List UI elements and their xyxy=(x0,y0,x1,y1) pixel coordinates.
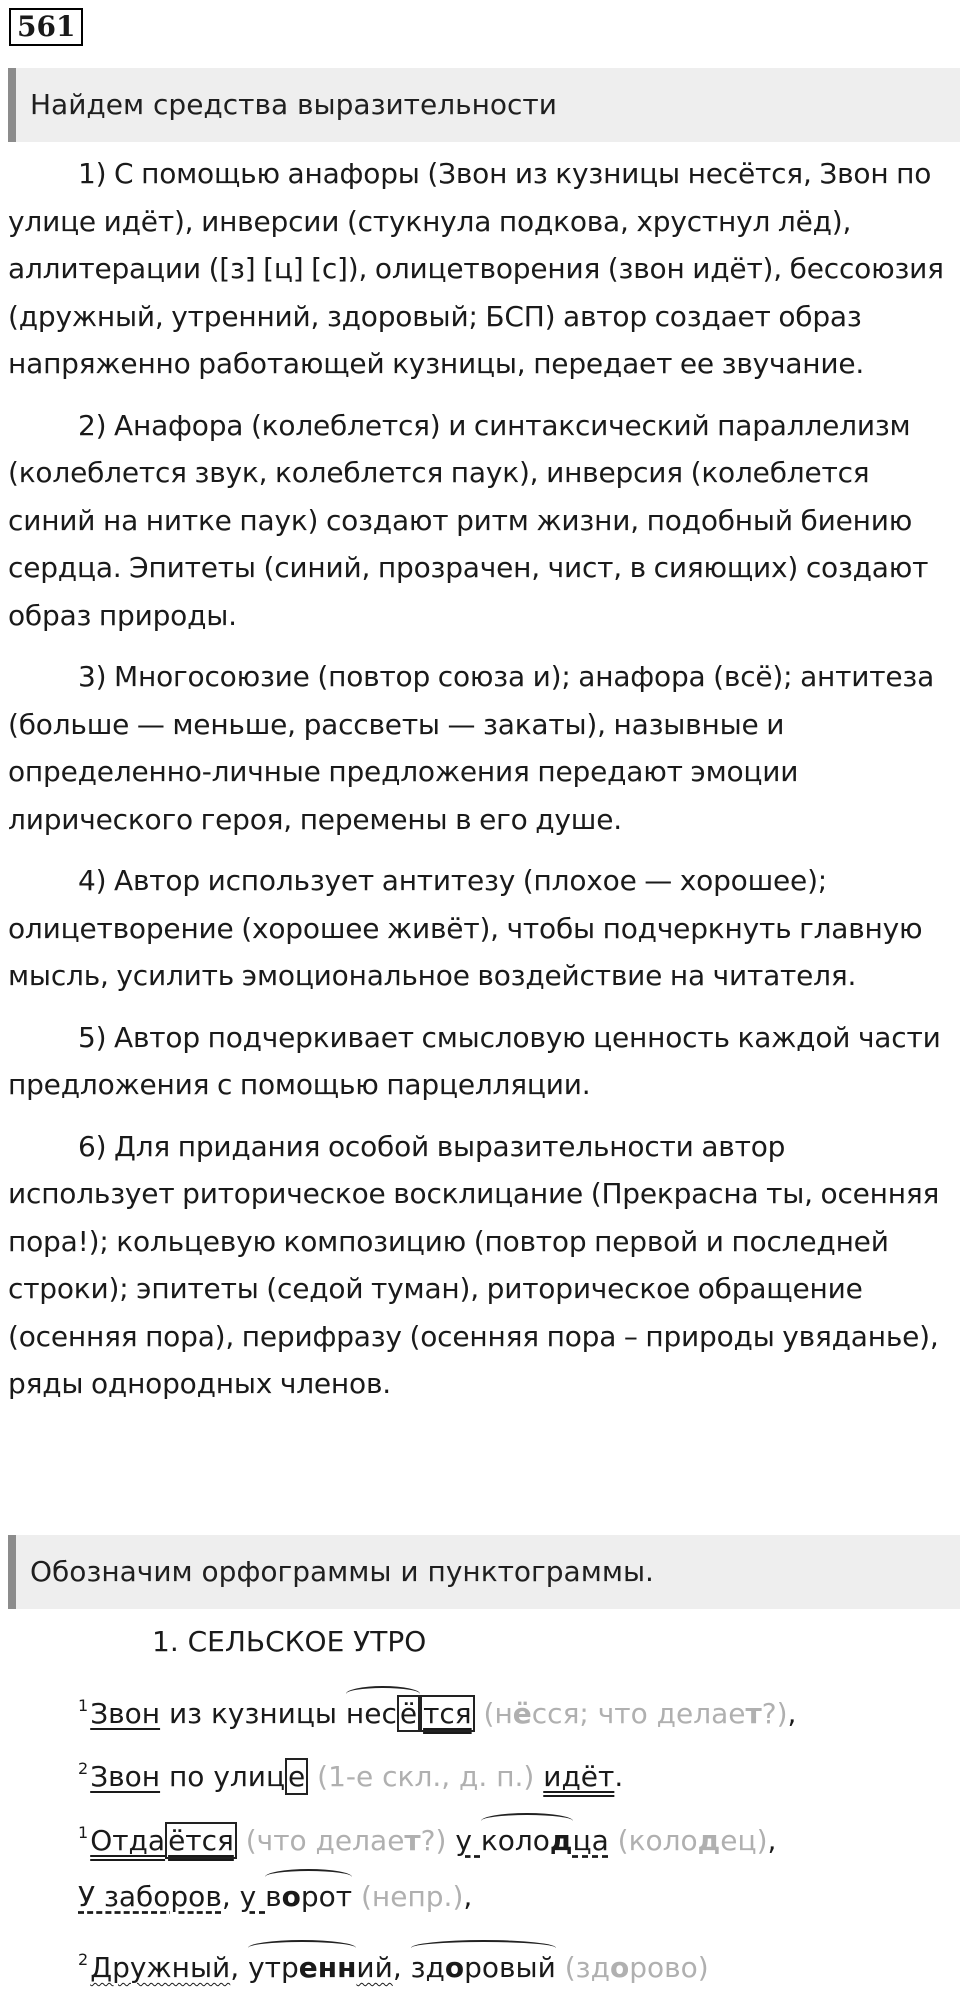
task-number: 561 xyxy=(9,8,83,46)
attribute-word: утренний xyxy=(248,1951,393,1984)
section-heading-expressive-means: Найдем средства выразительности xyxy=(8,68,960,142)
sentence-number: 2 xyxy=(78,1950,89,1969)
ending-box: тся xyxy=(420,1695,475,1732)
subject-word: Звон xyxy=(90,1697,161,1730)
punctuation: , xyxy=(392,1951,411,1984)
predicate-word xyxy=(346,1697,475,1730)
predicate-word: Отда ётся xyxy=(90,1822,237,1859)
paragraph-3: 3) Многосоюзие (повтор союза и); анафора (всё); антитеза (больше — меньше, рассветы — закаты), назывные и определенно-личные предложения передают эмоции лирического героя, перемены в его душе. xyxy=(8,660,935,836)
sentence-number: 1 xyxy=(78,1696,89,1715)
subject-word: Звон xyxy=(90,1760,161,1793)
root-mark: нес ё xyxy=(346,1694,420,1734)
punctuation: , xyxy=(221,1880,240,1913)
plain-text: по улиц xyxy=(160,1760,286,1793)
ending-box: ётся xyxy=(165,1822,237,1859)
section-heading-orthograms: Обозначим орфограммы и пунктограммы. xyxy=(8,1535,960,1609)
ending-box: е xyxy=(285,1758,308,1795)
punctuation: , xyxy=(767,1824,777,1857)
adverbial-phrase: У заборов xyxy=(78,1880,222,1913)
sentence-number: 2 xyxy=(78,1759,89,1778)
root-mark: утренн xyxy=(248,1948,356,1988)
paragraph-5: 5) Автор подчеркивает смысловую ценность каждой части предложения с помощью парцелляции. xyxy=(8,1020,941,1101)
attribute-word: Дружный xyxy=(90,1951,231,1984)
root-mark: колод xyxy=(481,1821,573,1861)
analysis-paragraphs xyxy=(8,150,953,1422)
poem-line-3 xyxy=(78,1813,776,1861)
attribute-word xyxy=(411,1951,556,1984)
paragraph-6: 6) Для придания особой выразительности автор использует риторическое восклицание (Прекрасна ты, осенняя пора!); кольцевую композицию (повтор первой и последней строки); эпитеты (седой туман), риторическое обращение (осенняя пора), перифразу (осенняя пора – природы увяданье), ряды однородных членов. xyxy=(8,1129,940,1400)
spelling-hint: (1-е скл., д. п.) xyxy=(308,1760,544,1793)
adverbial-phrase: у ворот xyxy=(240,1880,352,1913)
paragraph-4: 4) Автор использует антитезу (плохое — хорошее); олицетворение (хорошее живёт), чтобы подчеркнуть главную мысль, усилить эмоциональное воздействие на читателя. xyxy=(8,864,923,992)
orthogram-box: ё xyxy=(397,1695,420,1732)
root-mark: здоровый xyxy=(411,1948,556,1988)
punctuation: , xyxy=(463,1880,473,1913)
poem-line-5 xyxy=(78,1940,709,1988)
predicate-word: идёт xyxy=(543,1760,615,1793)
punctuation: . xyxy=(614,1760,624,1793)
spelling-hint: (колодец) xyxy=(608,1824,768,1857)
punctuation: , xyxy=(787,1697,797,1730)
plain-text: из кузницы xyxy=(160,1697,346,1730)
poem-line-2 xyxy=(78,1749,623,1797)
spelling-hint: (что делает?) xyxy=(236,1824,456,1857)
adverbial-phrase: у колодца xyxy=(455,1824,608,1857)
root-mark: ворот xyxy=(265,1877,352,1917)
spelling-hint: (непр.) xyxy=(352,1880,464,1913)
poem-line-4 xyxy=(78,1877,472,1917)
sentence-number: 1 xyxy=(78,1823,89,1842)
spelling-hint: (нёсся; что делает?) xyxy=(474,1697,788,1730)
poem-line-1 xyxy=(78,1686,796,1734)
paragraph-1: 1) С помощью анафоры (Звон из кузницы несётся, Звон по улице идёт), инверсии (стукнула подкова, хрустнул лёд), аллитерации ([з] [ц] [с]), олицетворения (звон идёт), бессоюзия (дружный, утренний, здоровый; БСП) автор создает образ напряженно работающей кузницы, передает ее звучание. xyxy=(8,157,944,380)
paragraph-2: 2) Анафора (колеблется) и синтаксический параллелизм (колеблется звук, колеблется паук), инверсия (колеблется синий на нитке паук) создают ритм жизни, подобный биению сердца. Эпитеты (синий, прозрачен, чист, в сияющих) создают образ природы. xyxy=(8,408,929,632)
spelling-hint: (здорово) xyxy=(555,1951,709,1984)
punctuation: , xyxy=(230,1951,249,1984)
poem-title: 1. СЕЛЬСКОЕ УТРО xyxy=(152,1625,427,1658)
